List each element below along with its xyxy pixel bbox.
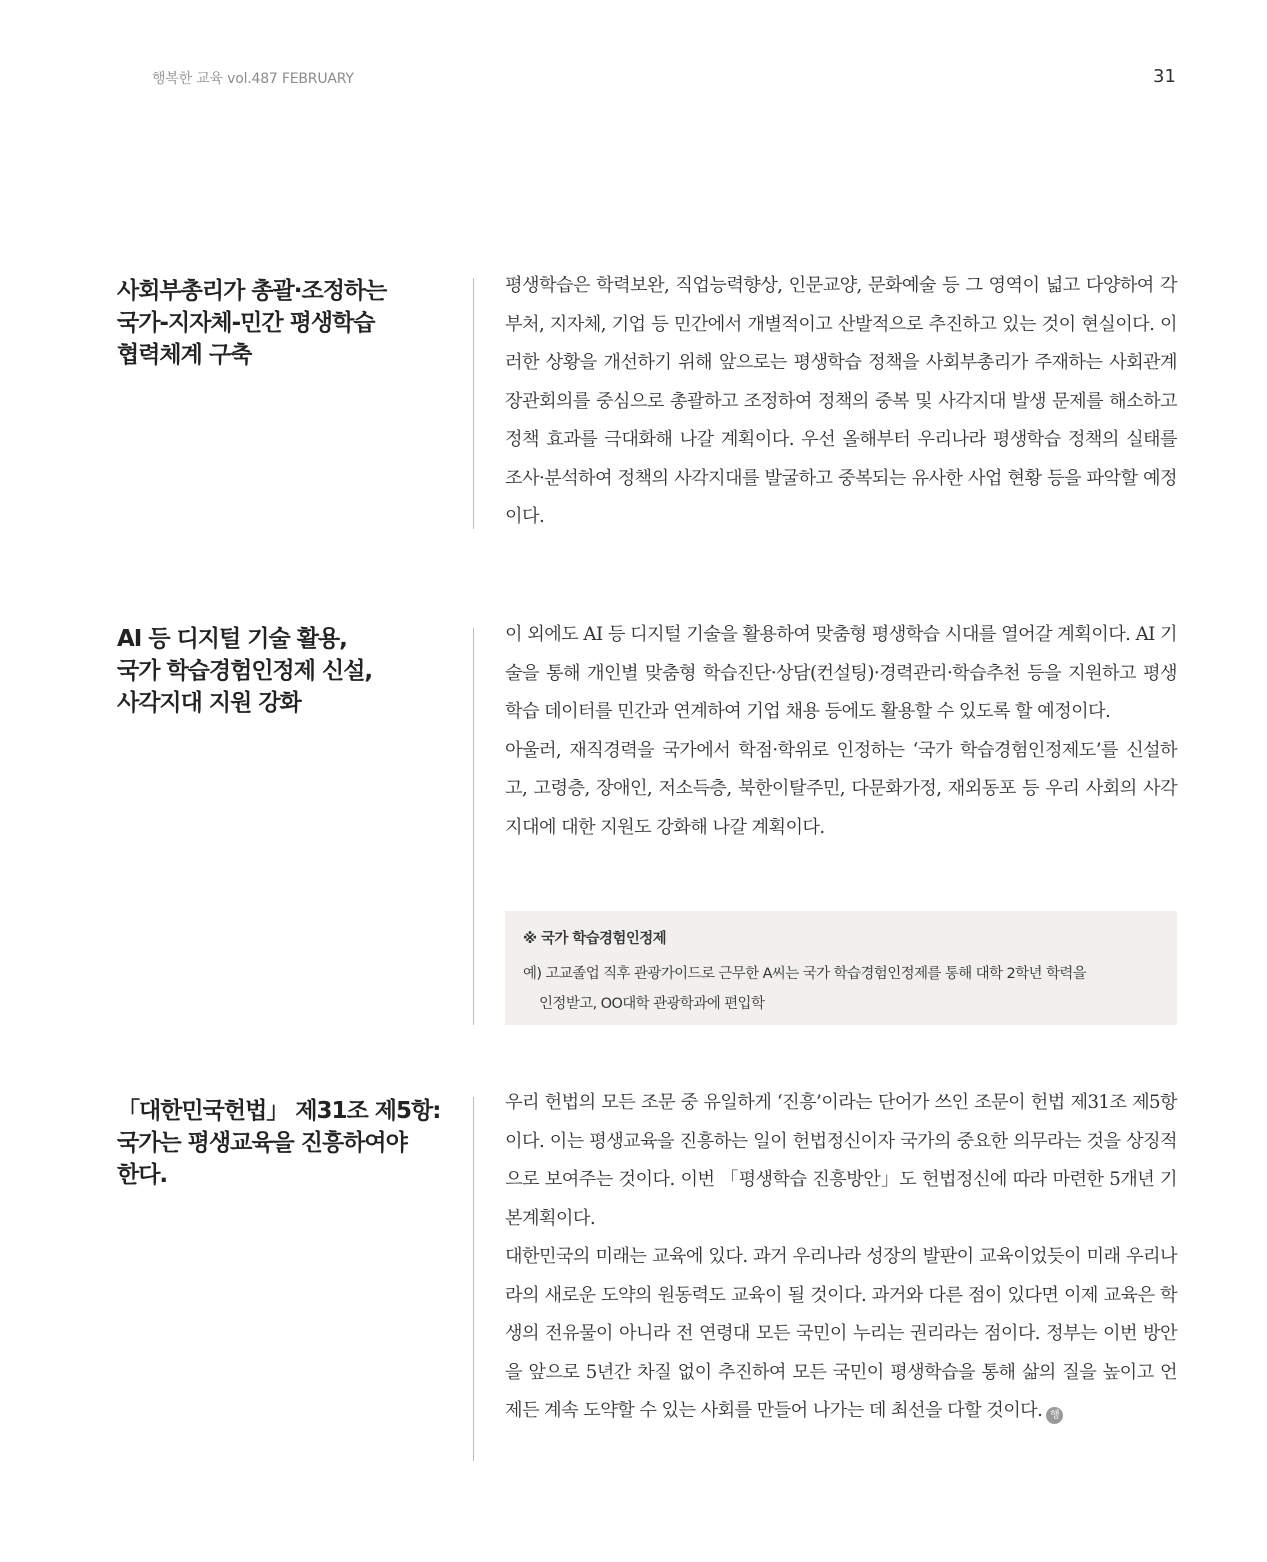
body-paragraph: 평생학습은 학력보완, 직업능력향상, 인문교양, 문화예술 등 그 영역이 넓고 다양하여 각 부처, 지자체, 기업 등 민간에서 개별적이고 산발적으로 추진하고 있는 것이 현실이다. 이러한 상황을 개선하기 위해 앞으로는 평생학습 정책을 사회부총리가 주재하는 사회관계장관회의를 중심으로 총괄하고 조정하여 정책의 중복 및 사각지대 발생 문제를 해소하고 정책 효과를 극대화해 나갈 계획이다. 우선 올해부터 우리나라 평생학습 정책의 실태를 조사·분석하여 정책의 사각지대를 발굴하고 중복되는 유사한 사업 현황 등을 파악할 예정이다. [505,275,1177,527]
heading-line: 국가는 평생교육을 진흥하여야 [117,1130,407,1156]
note-line: 인정받고, OO대학 관광학과에 편입학 [539,996,765,1012]
body-paragraph: 우리 헌법의 모든 조문 중 유일하게 ‘진흥’이라는 단어가 쓰인 조문이 헌법 제31조 제5항이다. 이는 평생교육을 진흥하는 일이 헌법정신이자 국가의 중요한 의무라는 것을 상징적으로 보여주는 것이다. 이번 「평생학습 진흥방안」도 헌법정신에 따라 마련한 5개년 기본계획이다. [505,1092,1177,1229]
section-heading [117,275,447,371]
section-heading [117,1095,447,1191]
body-paragraph: 아울러, 재직경력을 국가에서 학점·학위로 인정하는 ‘국가 학습경험인정제도’를 신설하고, 고령층, 장애인, 저소득층, 북한이탈주민, 다문화가정, 재외동포 등 우리 사회의 사각지대에 대한 지원도 강화해 나갈 계획이다. [505,739,1177,838]
note-title: ※ 국가 학습경험인정제 [523,931,667,947]
body-paragraph: 이 외에도 AI 등 디지털 기술을 활용하여 맞춤형 평생학습 시대를 열어갈 계획이다. AI 기술을 통해 개인별 맞춤형 학습진단·상담(컨설팅)·경력관리·학습추천 등을 지원하고 평생학습 데이터를 민간과 연계하여 기업 채용 등에도 활용할 수 있도록 할 예정이다. [505,624,1177,722]
heading-line: 사회부총리가 총괄·조정하는 [117,278,387,304]
section-divider [473,628,474,1025]
running-header: 행복한 교육 vol.487 FEBRUARY [152,71,354,87]
section-body [505,616,1177,847]
section-heading [117,623,447,719]
heading-line: 한다. [117,1162,168,1188]
heading-line: AI 등 디지털 기술 활용, [117,626,347,652]
body-paragraph [505,1238,1177,1431]
page-number: 31 [1153,66,1176,87]
section-divider [473,1097,474,1461]
heading-line: 사각지대 지원 강화 [117,690,301,716]
note-line: 예) 고교졸업 직후 관광가이드로 근무한 A씨는 국가 학습경험인정제를 통해 대학 2학년 학력을 [523,966,1087,982]
paragraph-text: 대한민국의 미래는 교육에 있다. 과거 우리나라 성장의 발판이 교육이었듯이 미래 우리나라의 새로운 도약의 원동력도 교육이 될 것이다. 과거와 다른 점이 있다면 이제 교육은 학생의 전유물이 아니라 전 연령대 모든 국민이 누리는 권리라는 점이다. 정부는 이번 방안을 앞으로 5년간 차질 없이 추진하여 모든 국민이 평생학습을 통해 삶의 질을 높이고 언제든 계속 도약할 수 있는 사회를 만들어 나가는 데 최선을 다할 것이다. [505,1246,1177,1421]
heading-line: 국가 학습경험인정제 신설, [117,658,373,684]
heading-line: 「대한민국헌법」 제31조 제5항: [117,1098,441,1124]
heading-line: 협력체계 구축 [117,342,252,368]
section-body [505,1084,1177,1431]
heading-line: 국가-지자체-민간 평생학습 [117,310,375,336]
section-body [505,267,1177,537]
end-mark-icon: 행 [1046,1407,1063,1424]
section-divider [473,278,474,529]
example-note-box [505,911,1177,1025]
